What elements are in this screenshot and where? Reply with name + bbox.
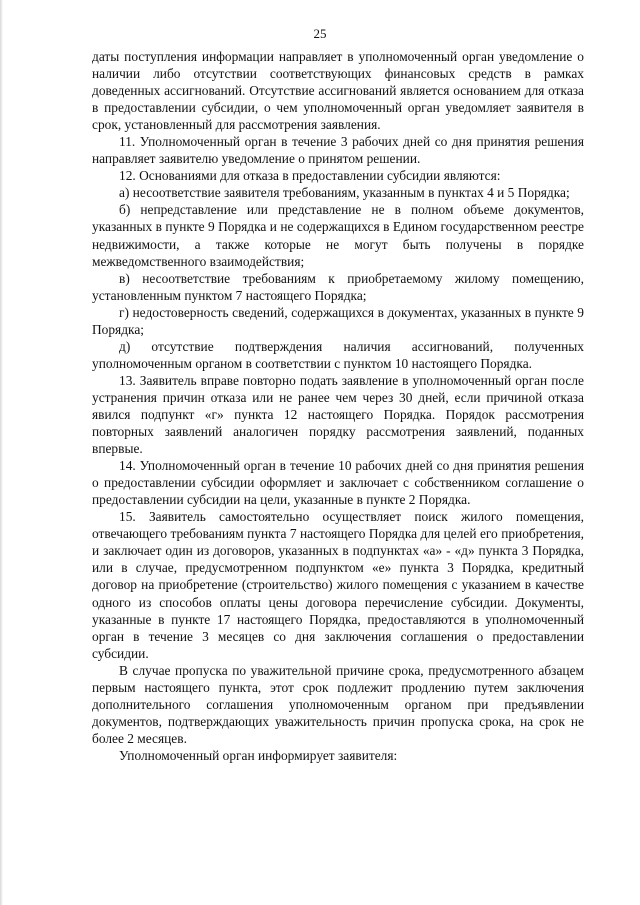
paragraph: 14. Уполномоченный орган в течение 10 рабочих дней со дня принятия решения о предоставлении субсидии оформляет и заключает с собственником соглашение о предоставлении субсидии на цели, указанные в пункте 2 Порядка.: [92, 458, 584, 508]
paragraph: 13. Заявитель вправе повторно подать заявление в уполномоченный орган после устранения причин отказа или не ранее чем через 30 дней, если причиной отказа явился подпункт «г» пункта 12 настоящего Порядка. Порядок рассмотрения повторных заявлений аналогичен порядку рассмотрения заявлений, поданных впервые.: [92, 372, 584, 457]
page-number: 25: [313, 26, 327, 41]
scan-edge: [0, 0, 3, 905]
paragraph: Уполномоченный орган информирует заявителя:: [119, 747, 398, 763]
document-body: [92, 48, 584, 764]
paragraph: 12. Основаниями для отказа в предоставлении субсидии являются:: [119, 168, 501, 184]
paragraph: а) несоответствие заявителя требованиям, указанным в пунктах 4 и 5 Порядка;: [119, 185, 570, 201]
paragraph: 11. Уполномоченный орган в течение 3 рабочих дней со дня принятия решения направляет заявителю уведомление о принятом решении.: [92, 134, 584, 167]
paragraph: г) недостоверность сведений, содержащихся в документах, указанных в пункте 9 Порядка;: [92, 304, 584, 337]
paragraph: д) отсутствие подтверждения наличия ассигнований, полученных уполномоченным органом в соответствии с пунктом 10 настоящего Порядка.: [92, 338, 584, 371]
paragraph: даты поступления информации направляет в уполномоченный орган уведомление о наличии либо отсутствии соответствующих финансовых средств в рамках доведенных ассигнований. Отсутствие ассигнований является основанием для отказа в предоставлении субсидии, о чем уполномоченный орган уведомляет заявителя в срок, установленный для рассмотрения заявления.: [92, 49, 584, 133]
paragraph: б) непредставление или представление не в полном объеме документов, указанных в пункте 9 Порядка и не содержащихся в Едином государственном реестре недвижимости, а также которые не могут быть получены в порядке межведомственного взаимодействия;: [92, 202, 584, 269]
paragraph: в) несоответствие требованиям к приобретаемому жилому помещению, установленным пунктом 7 настоящего Порядка;: [92, 270, 584, 303]
paragraph: 15. Заявитель самостоятельно осуществляет поиск жилого помещения, отвечающего требованиям пункта 7 настоящего Порядка для целей его приобретения, и заключает один из договоров, указанных в подпунктах «а» - «д» пункта 3 Порядка, или в случае, предусмотренном подпунктом «е» пункта 3 Порядка, кредитный договор на приобретение (строительство) жилого помещения с указанием в качестве одного из способов оплаты цены договора перечисление субсидии. Документы, указанные в пункте 17 настоящего Порядка, предоставляются в уполномоченный орган в течение 3 месяцев со дня заключения соглашения о предоставлении субсидии.: [92, 509, 584, 661]
paragraph: В случае пропуска по уважительной причине срока, предусмотренного абзацем первым настоящего пункта, этот срок подлежит продлению путем заключения дополнительного соглашения уполномоченным органом при предъявлении документов, подтверждающих уважительность причин пропуска срока, на срок не более 2 месяцев.: [92, 662, 584, 746]
